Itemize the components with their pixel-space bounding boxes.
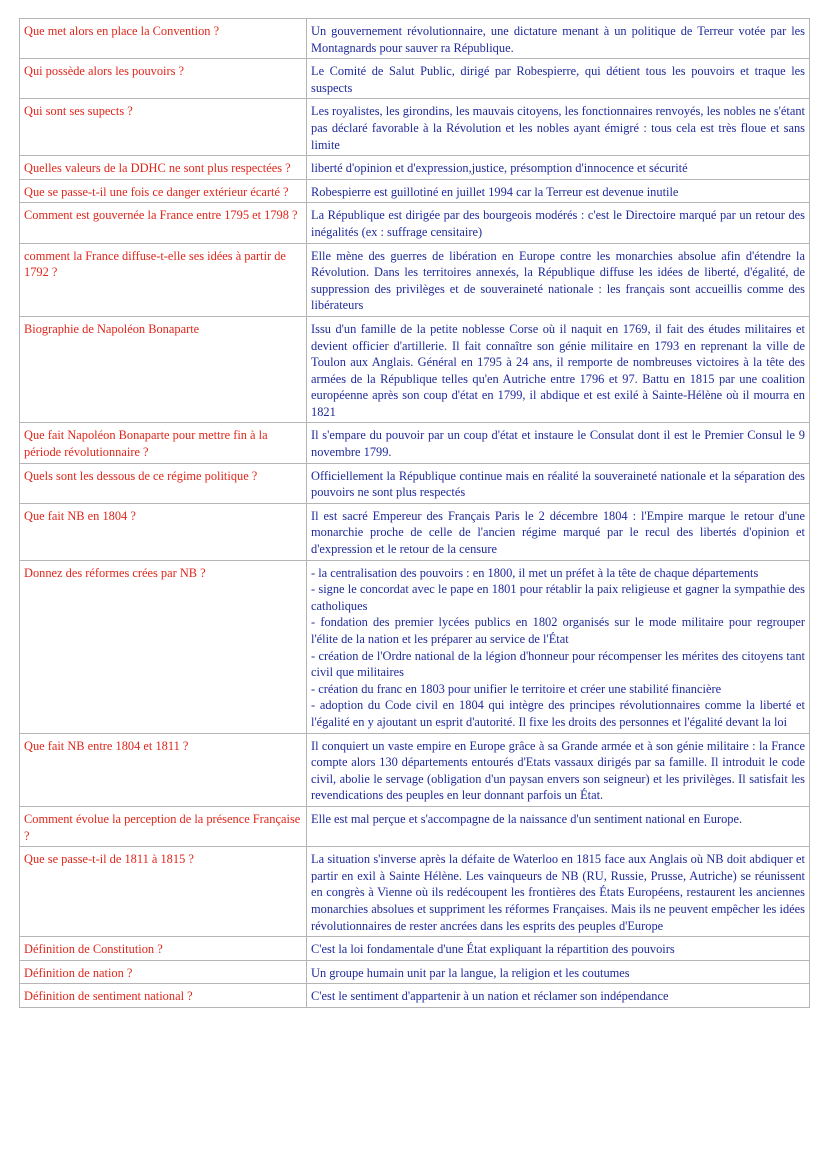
table-row <box>20 19 810 59</box>
answer-cell: Elle mène des guerres de libération en Europe contre les monarchies absolue afin d'étendre la Révolution. Dans les territoires annexés, la République diffuse les idées de liberté, d'égalité, de suppression des privilèges et de souveraineté nationale : les français sont accueillis comme des libérateurs <box>307 243 810 316</box>
question-cell: Définition de sentiment national ? <box>20 984 307 1008</box>
table-row <box>20 937 810 961</box>
reform-item: - signe le concordat avec le pape en 1801 pour rétablir la paix religieuse et gagner la sympathie des catholiques <box>311 582 805 613</box>
answer-cell: Issu d'un famille de la petite noblesse Corse où il naquit en 1769, il fait des études militaires et devient officier d'artillerie. Il fait connaître son génie militaire en 1793 en reprenant la ville de Toulon aux Anglais. Général en 1795 à 24 ans, il remporte de nombreuses victoires à la tête des armées de la République telles qu'en Autriche entre 1796 et 97. Battu en 1815 par une coalition européenne après son coup d'état en 1799, il abdique et est exilé à Sainte-Hélène où il mourra en 1821 <box>307 316 810 423</box>
answer-cell: Il est sacré Empereur des Français Paris le 2 décembre 1804 : l'Empire marque le retour d'une monarchie proche de celle de l'ancien régime marqué par le recul des libertés d'opinion et d'expression et le retour de la censure <box>307 503 810 560</box>
question-cell: Quels sont les dessous de ce régime politique ? <box>20 463 307 503</box>
reform-item: - création de l'Ordre national de la légion d'honneur pour récompenser les mérites des citoyens tant civil que militaires <box>311 648 805 680</box>
question-cell: Définition de nation ? <box>20 960 307 984</box>
answer-cell: C'est le sentiment d'appartenir à un nation et réclamer son indépendance <box>307 984 810 1008</box>
table-row <box>20 203 810 243</box>
question-cell: Que se passe-t-il de 1811 à 1815 ? <box>20 847 307 937</box>
table-row <box>20 847 810 937</box>
question-cell: Qui possède alors les pouvoirs ? <box>20 59 307 99</box>
question-cell: Que fait NB entre 1804 et 1811 ? <box>20 733 307 806</box>
question-cell: Définition de Constitution ? <box>20 937 307 961</box>
reform-item: - création du franc en 1803 pour unifier le territoire et créer une stabilité financière <box>311 681 722 696</box>
table-row <box>20 59 810 99</box>
reform-item: - la centralisation des pouvoirs : en 1800, il met un préfet à la tête de chaque départements <box>311 565 759 580</box>
table-row <box>20 99 810 156</box>
table-row <box>20 423 810 463</box>
answer-cell: C'est la loi fondamentale d'une État expliquant la répartition des pouvoirs <box>307 937 810 961</box>
question-cell: Que fait NB en 1804 ? <box>20 503 307 560</box>
answer-cell: Officiellement la République continue mais en réalité la souveraineté nationale et la séparation des pouvoirs ne sont plus respectés <box>307 463 810 503</box>
answer-cell: Il s'empare du pouvoir par un coup d'état et instaure le Consulat dont il est le Premier Consul le 9 novembre 1799. <box>307 423 810 463</box>
question-cell: Comment est gouvernée la France entre 1795 et 1798 ? <box>20 203 307 243</box>
question-cell: comment la France diffuse-t-elle ses idées à partir de 1792 ? <box>20 243 307 316</box>
table-row <box>20 560 810 733</box>
answer-cell: Elle est mal perçue et s'accompagne de la naissance d'un sentiment national en Europe. <box>307 806 810 846</box>
question-cell: Comment évolue la perception de la présence Française ? <box>20 806 307 846</box>
question-cell: Que met alors en place la Convention ? <box>20 19 307 59</box>
answer-cell: La République est dirigée par des bourgeois modérés : c'est le Directoire marqué par un retour des inégalités (ex : suffrage censitaire) <box>307 203 810 243</box>
table-row <box>20 733 810 806</box>
answer-cell: La situation s'inverse après la défaite de Waterloo en 1815 face aux Anglais où NB doit abdiquer et partir en exil à Sainte Hélène. Les vainqueurs de NB (RU, Russie, Prusse, Autriche) se réunissent en congrès à Vienne où ils redécoupent les frontières des États Européens, restaurent les anciennes monarchies absolues et suppriment les réformes Françaises. Mais ils ne peuvent empêcher les idées révolutionnaires de rester ancrées dans les esprits des peuples d'Europe <box>307 847 810 937</box>
question-cell: Qui sont ses supects ? <box>20 99 307 156</box>
table-row <box>20 316 810 423</box>
table-row <box>20 984 810 1008</box>
answer-cell: Un gouvernement révolutionnaire, une dictature menant à un politique de Terreur votée par les Montagnards pour sauver ra République. <box>307 19 810 59</box>
table-row <box>20 463 810 503</box>
question-cell: Quelles valeurs de la DDHC ne sont plus respectées ? <box>20 156 307 180</box>
question-cell: Biographie de Napoléon Bonaparte <box>20 316 307 423</box>
answer-cell: Il conquiert un vaste empire en Europe grâce à sa Grande armée et à son génie militaire : la France compte alors 130 départements entourés d'Etats vassaux dirigés par sa famille. Il introduit le code civil, abolie le servage (obligation d'un paysan envers son seigneur) et les privilèges. Il satisfait les revendications des peuples en leur donnant parfois un État. <box>307 733 810 806</box>
question-cell: Que fait Napoléon Bonaparte pour mettre fin à la période révolutionnaire ? <box>20 423 307 463</box>
answer-cell: Le Comité de Salut Public, dirigé par Robespierre, qui détient tous les pouvoirs et traque les suspects <box>307 59 810 99</box>
answer-cell <box>307 560 810 733</box>
table-row <box>20 156 810 180</box>
answer-cell: Robespierre est guillotiné en juillet 1994 car la Terreur est devenue inutile <box>307 179 810 203</box>
table-row <box>20 503 810 560</box>
table-row <box>20 960 810 984</box>
reform-item: - fondation des premier lycées publics en 1802 organisés sur le mode militaire pour regrouper l'élite de la nation et les préparer au service de l'État <box>311 615 805 646</box>
question-cell: Que se passe-t-il une fois ce danger extérieur écarté ? <box>20 179 307 203</box>
question-cell: Donnez des réformes crées par NB ? <box>20 560 307 733</box>
table-row <box>20 806 810 846</box>
reform-item: - adoption du Code civil en 1804 qui intègre des principes révolutionnaires comme la liberté et l'égalité en y ajoutant un esprit d'autorité. Il fixe les droits des personnes et l'égalité devant la loi <box>311 698 805 729</box>
answer-cell: liberté d'opinion et d'expression,justice, présomption d'innocence et sécurité <box>307 156 810 180</box>
qa-table <box>19 18 810 1008</box>
table-row <box>20 243 810 316</box>
answer-cell: Un groupe humain unit par la langue, la religion et les coutumes <box>307 960 810 984</box>
table-row <box>20 179 810 203</box>
answer-cell: Les royalistes, les girondins, les mauvais citoyens, les fonctionnaires renvoyés, les nobles ne s'étant pas déclaré favorable à la Révolution et les nobles ayant émigré : tous cela est très floue et sans limite <box>307 99 810 156</box>
